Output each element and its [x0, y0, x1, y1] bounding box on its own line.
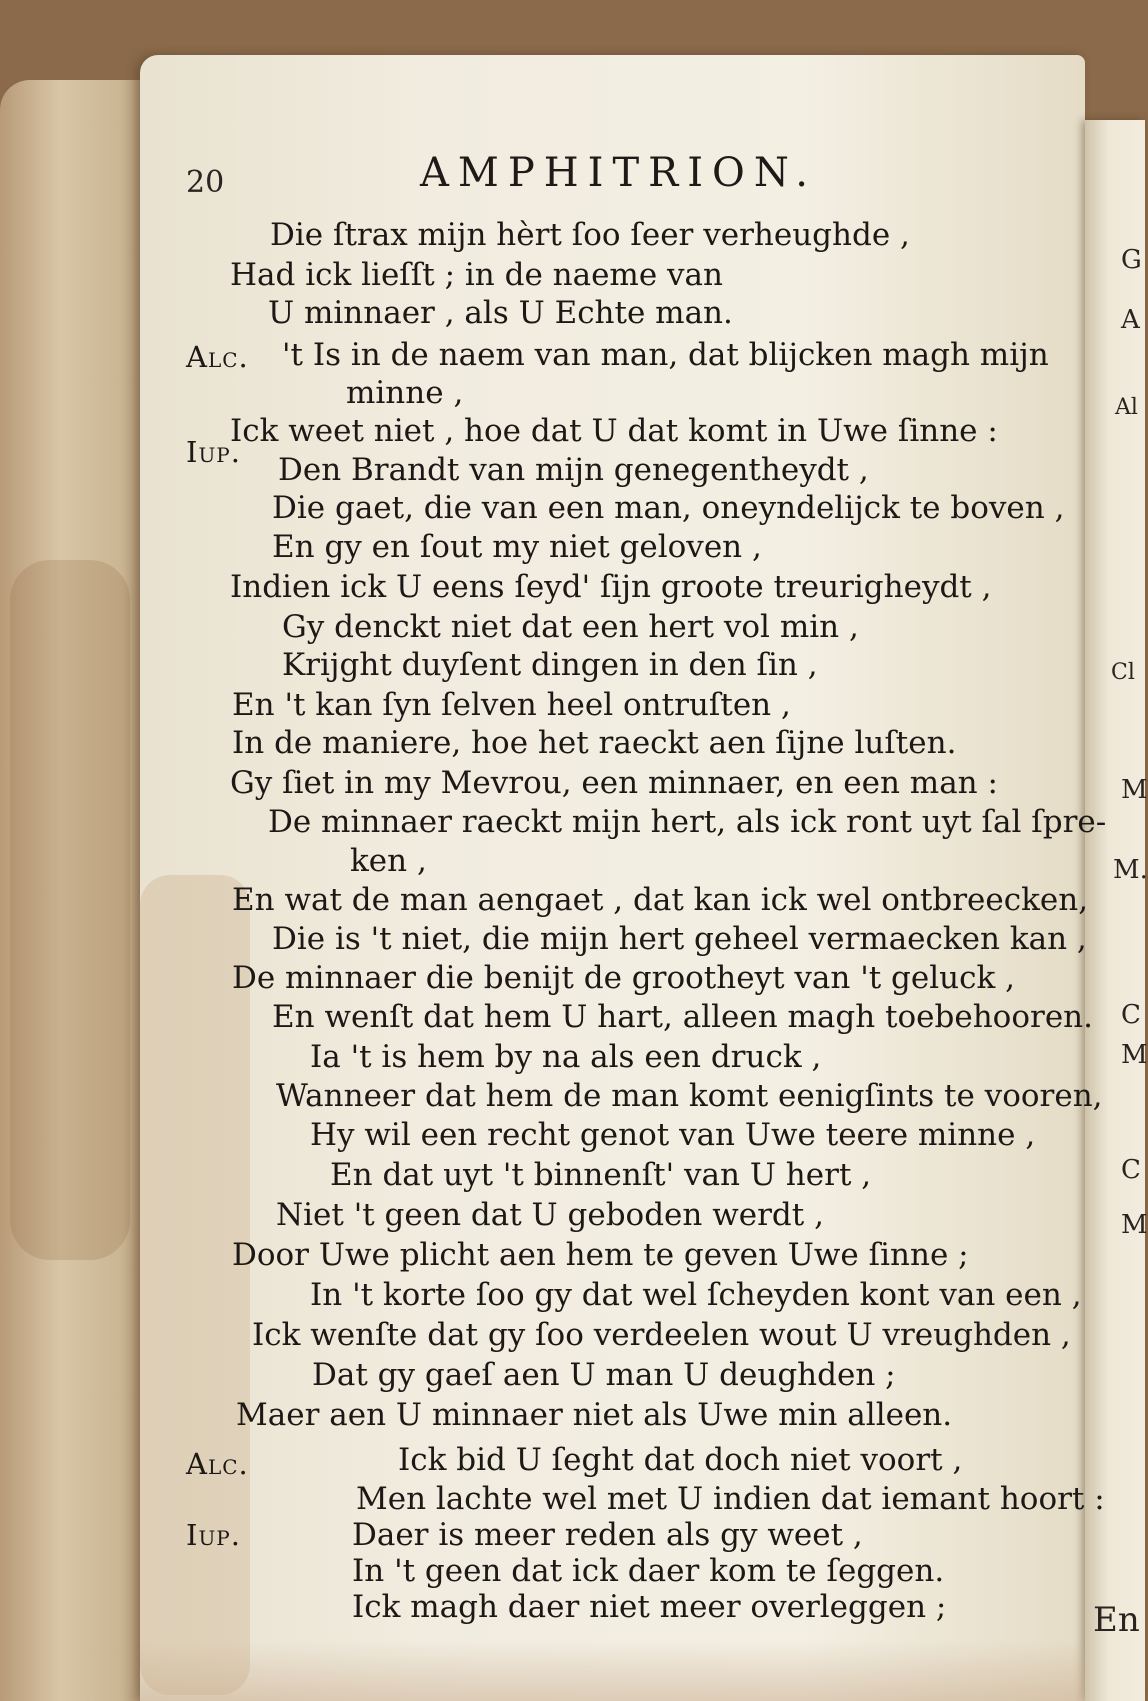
verse-line: En wat de man aengaet , dat kan ick wel ontbreecken, — [232, 882, 1089, 918]
speaker-label: Alc. — [186, 340, 249, 374]
verse-line: En 't kan ſyn ſelven heel ontruſten , — [232, 687, 791, 723]
verse-line: Ick wenſte dat gy ſoo verdeelen wout U vreughden , — [252, 1317, 1071, 1353]
page-stain — [140, 875, 250, 1695]
verse-line: En wenſt dat hem U hart, alleen magh toebehooren. — [272, 999, 1093, 1035]
facing-page-edge — [1085, 120, 1148, 1701]
verse-line: Wanneer dat hem de man komt eenigſints te vooren, — [276, 1078, 1103, 1114]
facing-page-letter: M. — [1113, 855, 1148, 885]
speaker-label: Alc. — [186, 1447, 249, 1481]
verse-line: Die gaet, die van een man, oneyndelijck te boven , — [272, 490, 1065, 526]
verse-line: En dat uyt 't binnenſt' van U hert , — [330, 1157, 872, 1193]
page-bottom-shadow — [140, 1640, 1085, 1701]
verse-line: In 't geen dat ick daer kom te ſeggen. — [352, 1553, 945, 1589]
verse-line: Die is 't niet, die mijn hert geheel vermaecken kan , — [272, 921, 1087, 957]
verse-line: Den Brandt van mijn genegentheydt , — [278, 452, 869, 488]
verse-line: Krijght duyſent dingen in den ſin , — [282, 647, 818, 683]
verse-line: In de maniere, hoe het raeckt aen ſijne luſten. — [232, 725, 957, 761]
facing-page-letter: M — [1121, 1210, 1148, 1240]
facing-page-letter: M — [1121, 775, 1148, 805]
verse-line: U minnaer , als U Echte man. — [268, 295, 733, 331]
verse-line: Had ick lieſſt ; in de naeme van — [230, 257, 723, 293]
facing-page-letter: C — [1121, 1000, 1141, 1030]
verse-line: Die ſtrax mijn hèrt ſoo ſeer verheughde , — [270, 217, 910, 253]
speaker-label: Iup. — [186, 1518, 241, 1552]
verse-line: Niet 't geen dat U geboden werdt , — [276, 1197, 824, 1233]
verse-line: Indien ick U eens ſeyd' ſijn groote treurigheydt , — [230, 569, 992, 605]
verse-line: ken , — [350, 843, 427, 879]
verse-line: Hy wil een recht genot van Uwe teere minne , — [310, 1117, 1036, 1153]
facing-page-letter: M — [1121, 1040, 1148, 1070]
facing-page-letter: C — [1121, 1155, 1141, 1185]
verse-line: En gy en ſout my niet geloven , — [272, 529, 762, 565]
verse-line: 't Is in de naem van man, dat blijcken magh mijn — [282, 337, 1049, 373]
page-number: 20 — [186, 165, 225, 200]
verse-line: Ia 't is hem by na als een druck , — [310, 1039, 822, 1075]
verse-line: Maer aen U minnaer niet als Uwe min alleen. — [236, 1397, 953, 1433]
facing-page-letter: G — [1121, 245, 1142, 275]
verse-line: Gy denckt niet dat een hert vol min , — [282, 609, 859, 645]
verse-line: Dat gy gaeſ aen U man U deughden ; — [312, 1357, 896, 1393]
facing-page-letter: Cl — [1111, 660, 1135, 685]
catchword: En — [1093, 1600, 1140, 1640]
verse-line: In 't korte ſoo gy dat wel ſcheyden kont van een , — [310, 1277, 1082, 1313]
verse-line: Men lachte wel met U indien dat iemant hoort : — [356, 1481, 1105, 1517]
facing-page-letter: A — [1121, 305, 1140, 335]
verse-line: De minnaer raeckt mijn hert, als ick ront uyt ſal ſpre- — [268, 804, 1107, 840]
verse-line: De minnaer die benijt de grootheyt van 't geluck , — [232, 960, 1015, 996]
facing-page-letter: Al — [1115, 395, 1138, 420]
verse-line: Ick bid U ſeght dat doch niet voort , — [398, 1442, 963, 1478]
verse-line: Ick weet niet , hoe dat U dat komt in Uwe ſinne : — [230, 413, 998, 449]
running-title: AMPHITRION. — [420, 150, 817, 196]
verse-line: Door Uwe plicht aen hem te geven Uwe ſinne ; — [232, 1237, 969, 1273]
verse-line: Gy ſiet in my Mevrou, een minnaer, en een man : — [230, 765, 998, 801]
page-stain — [10, 560, 130, 1260]
verse-line: Daer is meer reden als gy weet , — [352, 1517, 863, 1553]
speaker-label: Iup. — [186, 435, 241, 469]
verse-line: Ick magh daer niet meer overleggen ; — [352, 1589, 947, 1625]
verse-line: minne , — [346, 375, 464, 411]
